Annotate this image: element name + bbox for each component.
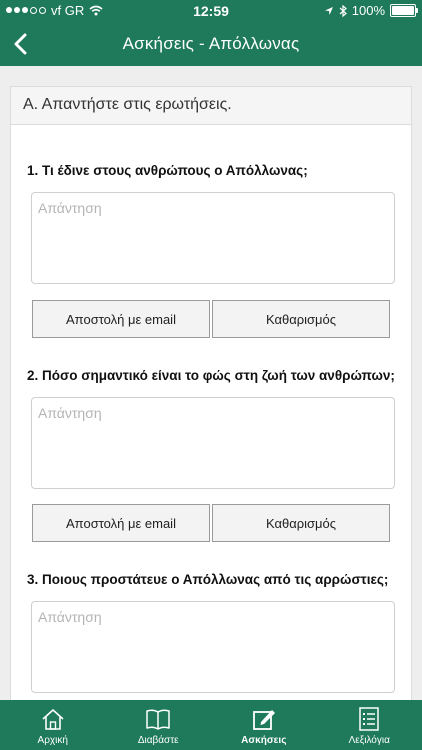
question-1-clear-button[interactable]: Καθαρισμός: [212, 300, 390, 338]
tab-home-label: Αρχική: [37, 735, 68, 746]
book-icon: [144, 705, 172, 733]
tab-home[interactable]: [0, 700, 106, 750]
exercise-card: [10, 86, 412, 700]
question-1-answer-input[interactable]: [31, 192, 395, 284]
content-area[interactable]: [0, 66, 422, 700]
list-icon: [355, 705, 383, 733]
tab-read-label: Διαβάστε: [137, 735, 179, 746]
question-1-email-button[interactable]: Αποστολή με email: [32, 300, 210, 338]
tab-exercises[interactable]: [211, 700, 317, 750]
battery-percent: 100%: [351, 3, 385, 18]
question-1-title: 1. Τι έδινε στους ανθρώπους ο Απόλλωνας;: [27, 163, 308, 178]
home-icon: [39, 705, 67, 733]
question-2-clear-button[interactable]: Καθαρισμός: [212, 504, 390, 542]
status-right: [324, 3, 416, 18]
section-title: Α. Απαντήστε στις ερωτήσεις.: [11, 87, 411, 125]
question-2-email-button[interactable]: Αποστολή με email: [32, 504, 210, 542]
tab-vocabulary[interactable]: [317, 700, 422, 750]
question-2-title: 2. Πόσο σημαντικό είναι το φώς στη ζωή των ανθρώπων;: [27, 368, 395, 383]
status-time: 12:59: [193, 3, 229, 19]
question-3-title: 3. Ποιους προστάτευε ο Απόλλωνας από τις αρρώστιες;: [27, 572, 389, 587]
tab-vocabulary-label: Λεξιλόγια: [348, 735, 390, 746]
battery-icon: [390, 4, 416, 17]
page-title: Ασκήσεις - Απόλλωνας: [122, 34, 300, 53]
question-2-answer-input[interactable]: [31, 397, 395, 489]
edit-icon: [250, 705, 278, 733]
navigation-bar: [0, 22, 422, 66]
question-3-answer-input[interactable]: [31, 601, 395, 693]
tab-read[interactable]: [106, 700, 212, 750]
carrier-label: vf GR: [51, 3, 85, 18]
location-icon: [324, 6, 334, 16]
bluetooth-icon: [339, 5, 347, 17]
tab-bar: [0, 700, 422, 750]
tab-exercises-label: Ασκήσεις: [241, 735, 287, 746]
status-bar: [0, 0, 422, 22]
